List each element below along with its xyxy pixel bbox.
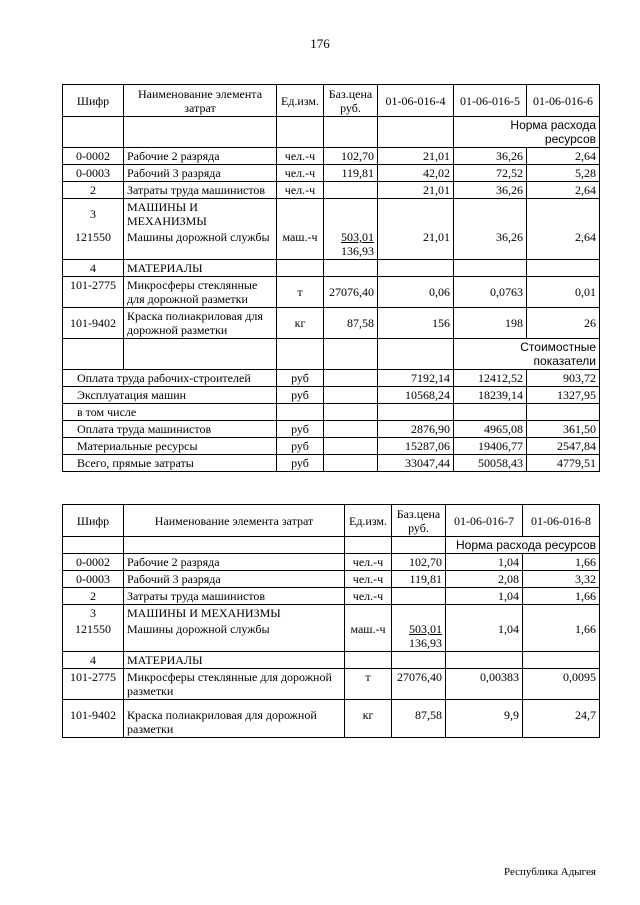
table-row [63, 571, 600, 588]
section-code: 4 [63, 260, 124, 277]
row-value: 0,06 [378, 277, 454, 308]
header-price: Баз.цена руб. [392, 505, 446, 537]
table-row [63, 308, 600, 339]
cost-row [63, 404, 600, 421]
row-name: Рабочий 3 разряда [124, 165, 277, 182]
row-price: 119,81 [324, 165, 378, 182]
row-value: 1,04 [446, 621, 523, 652]
row-value: 2,64 [527, 182, 600, 199]
row-value: 24,7 [523, 700, 600, 738]
cost-unit: руб [277, 370, 324, 387]
row-value: 1,04 [446, 554, 523, 571]
row-value: 1,66 [523, 621, 600, 652]
cost-value: 4965,08 [454, 421, 527, 438]
row-unit: кг [277, 308, 324, 339]
row-name: Рабочие 2 разряда [124, 148, 277, 165]
row-name: Машины дорожной службы [124, 621, 345, 652]
table-row [63, 700, 600, 738]
row-value: 156 [378, 308, 454, 339]
cost-name: Эксплуатация машин [63, 387, 277, 404]
row-value: 21,01 [378, 229, 454, 260]
norm-subheader-row [63, 537, 600, 554]
page-number: 176 [310, 36, 330, 51]
row-unit: маш.-ч [345, 621, 392, 652]
cost-name: в том числе [63, 404, 277, 421]
row-name: Микросферы стеклянные для дорожной разметки [124, 669, 345, 700]
row-code: 101-2775 [63, 669, 124, 700]
row-value: 36,26 [454, 182, 527, 199]
cost-value: 50058,43 [454, 455, 527, 472]
cost-value: 19406,77 [454, 438, 527, 455]
footer-region: Республика Адыгея [503, 866, 596, 878]
row-value: 5,28 [527, 165, 600, 182]
cost-value: 1327,95 [527, 387, 600, 404]
cost-subheader-row [63, 339, 600, 370]
table-row [63, 669, 600, 700]
row-price: 102,70 [324, 148, 378, 165]
cost-label: Стоимостные показатели [454, 339, 600, 370]
row-code: 0-0002 [63, 554, 124, 571]
table-row [63, 621, 600, 652]
row-name: Краска полиакриловая для дорожной разметки [124, 700, 345, 738]
table-row [63, 182, 600, 199]
row-name: Рабочий 3 разряда [124, 571, 345, 588]
row-code: 101-9402 [63, 308, 124, 339]
section-row [63, 199, 600, 230]
cost-name: Всего, прямые затраты [63, 455, 277, 472]
header-col: 01-06-016-6 [527, 85, 600, 117]
resource-table-1 [62, 84, 600, 472]
row-code: 101-2775 [63, 277, 124, 308]
row-value: 2,08 [446, 571, 523, 588]
cost-name: Оплата труда машинистов [63, 421, 277, 438]
cost-name: Материальные ресурсы [63, 438, 277, 455]
section-code: 4 [63, 652, 124, 669]
cost-unit: руб [277, 421, 324, 438]
table-header-row [63, 85, 600, 117]
row-value: 198 [454, 308, 527, 339]
table-row [63, 588, 600, 605]
section-row [63, 652, 600, 669]
header-col: 01-06-016-7 [446, 505, 523, 537]
row-value: 9,9 [446, 700, 523, 738]
cost-value: 361,50 [527, 421, 600, 438]
row-value: 0,00383 [446, 669, 523, 700]
table-row [63, 277, 600, 308]
row-unit: чел.-ч [345, 554, 392, 571]
cost-value: 33047,44 [378, 455, 454, 472]
row-value: 72,52 [454, 165, 527, 182]
header-unit: Ед.изм. [277, 85, 324, 117]
header-col: 01-06-016-5 [454, 85, 527, 117]
row-value: 2,64 [527, 229, 600, 260]
header-name: Наименование элемента затрат [124, 85, 277, 117]
row-value: 0,0095 [523, 669, 600, 700]
row-value: 0,01 [527, 277, 600, 308]
row-name: Рабочие 2 разряда [124, 554, 345, 571]
row-code: 121550 [63, 229, 124, 260]
row-price: 27076,40 [392, 669, 446, 700]
cost-value: 10568,24 [378, 387, 454, 404]
cost-value: 2547,84 [527, 438, 600, 455]
cost-value: 903,72 [527, 370, 600, 387]
cost-value: 15287,06 [378, 438, 454, 455]
cost-row [63, 438, 600, 455]
norm-label: Норма расхода ресурсов [454, 117, 600, 148]
row-value: 1,66 [523, 554, 600, 571]
section-row [63, 260, 600, 277]
row-value: 26 [527, 308, 600, 339]
row-code: 0-0003 [63, 165, 124, 182]
row-name: Затраты труда машинистов [124, 182, 277, 199]
row-unit: чел.-ч [277, 182, 324, 199]
row-code: 2 [63, 182, 124, 199]
cost-value: 18239,14 [454, 387, 527, 404]
row-value: 42,02 [378, 165, 454, 182]
row-code: 2 [63, 588, 124, 605]
cost-row [63, 370, 600, 387]
row-unit: чел.-ч [345, 571, 392, 588]
row-value: 36,26 [454, 229, 527, 260]
section-title: МАТЕРИАЛЫ [124, 652, 345, 669]
row-value: 3,32 [523, 571, 600, 588]
row-value: 1,66 [523, 588, 600, 605]
cost-row [63, 421, 600, 438]
row-unit: маш.-ч [277, 229, 324, 260]
row-unit: кг [345, 700, 392, 738]
row-unit: чел.-ч [345, 588, 392, 605]
table-header-row [63, 505, 600, 537]
row-value: 21,01 [378, 148, 454, 165]
row-price: 87,58 [392, 700, 446, 738]
row-price-secondary: 136,93 [409, 636, 442, 650]
row-unit: т [277, 277, 324, 308]
table-row [63, 148, 600, 165]
section-title: МАШИНЫ И МЕХАНИЗМЫ [124, 199, 277, 230]
row-price: 27076,40 [324, 277, 378, 308]
row-name: Краска полиакриловая для дорожной разметки [124, 308, 277, 339]
row-price [392, 588, 446, 605]
cost-row [63, 455, 600, 472]
header-col: 01-06-016-4 [378, 85, 454, 117]
header-code: Шифр [63, 505, 124, 537]
table-row [63, 165, 600, 182]
row-price: 102,70 [392, 554, 446, 571]
row-price-secondary: 136,93 [341, 244, 374, 258]
cost-value: 12412,52 [454, 370, 527, 387]
norm-label: Норма расхода ресурсов [446, 537, 600, 554]
section-title: МАТЕРИАЛЫ [124, 260, 277, 277]
row-value: 1,04 [446, 588, 523, 605]
row-unit: т [345, 669, 392, 700]
cost-value: 4779,51 [527, 455, 600, 472]
section-code: 3 [63, 199, 124, 230]
header-unit: Ед.изм. [345, 505, 392, 537]
cost-value: 7192,14 [378, 370, 454, 387]
cost-unit: руб [277, 387, 324, 404]
cost-row [63, 387, 600, 404]
row-unit: чел.-ч [277, 148, 324, 165]
cost-value: 2876,90 [378, 421, 454, 438]
norm-subheader-row [63, 117, 600, 148]
row-price [324, 182, 378, 199]
header-code: Шифр [63, 85, 124, 117]
row-price: 119,81 [392, 571, 446, 588]
row-name: Микросферы стеклянные для дорожной разметки [124, 277, 277, 308]
row-name: Машины дорожной службы [124, 229, 277, 260]
header-col: 01-06-016-8 [523, 505, 600, 537]
section-title: МАШИНЫ И МЕХАНИЗМЫ [124, 605, 345, 622]
row-price: 503,01 [341, 230, 374, 244]
row-unit: чел.-ч [277, 165, 324, 182]
row-code: 121550 [63, 621, 124, 652]
section-row [63, 605, 600, 622]
row-value: 36,26 [454, 148, 527, 165]
row-name: Затраты труда машинистов [124, 588, 345, 605]
header-price: Баз.цена руб. [324, 85, 378, 117]
table-row [63, 554, 600, 571]
row-value: 21,01 [378, 182, 454, 199]
header-name: Наименование элемента затрат [124, 505, 345, 537]
section-code: 3 [63, 605, 124, 622]
row-value: 0,0763 [454, 277, 527, 308]
row-code: 0-0002 [63, 148, 124, 165]
cost-unit: руб [277, 455, 324, 472]
cost-name: Оплата труда рабочих-строителей [63, 370, 277, 387]
row-code: 101-9402 [63, 700, 124, 738]
table-row [63, 229, 600, 260]
row-value: 2,64 [527, 148, 600, 165]
cost-unit: руб [277, 438, 324, 455]
row-code: 0-0003 [63, 571, 124, 588]
row-price: 87,58 [324, 308, 378, 339]
row-price: 503,01 [409, 622, 442, 636]
resource-table-2 [62, 504, 600, 738]
